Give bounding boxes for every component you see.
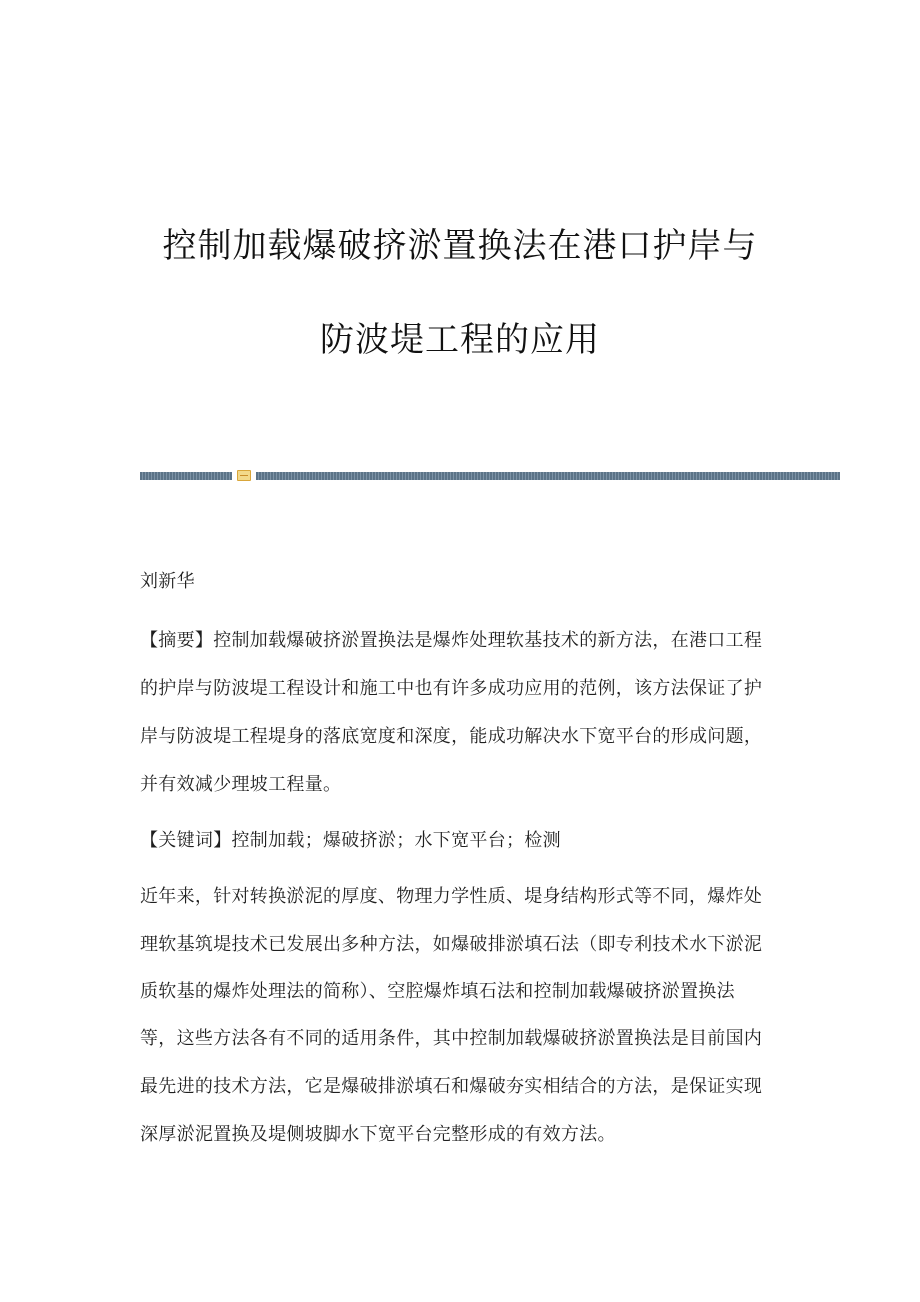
body-line: 近年来，针对转换淤泥的厚度、物理力学性质、堤身结构形式等不同，爆炸处 <box>140 886 763 907</box>
keywords-line: 【关键词】控制加载；爆破挤淤；水下宽平台；检测 <box>140 830 561 851</box>
body-line: 最先进的技术方法，它是爆破排淤填石和爆破夯实相结合的方法，是保证实现 <box>140 1076 763 1097</box>
body-line: 质软基的爆炸处理法的简称）、空腔爆炸填石法和控制加载爆破挤淤置换法 <box>140 981 735 1002</box>
author-name: 刘新华 <box>140 571 195 592</box>
abstract-line: 并有效减少理坡工程量。 <box>140 774 342 795</box>
title-divider <box>140 470 840 482</box>
abstract-line: 的护岸与防波堤工程设计和施工中也有许多成功应用的范例，该方法保证了护 <box>140 678 763 699</box>
envelope-icon <box>237 470 251 481</box>
document-title-line-2: 防波堤工程的应用 <box>320 320 600 360</box>
document-title-line-1: 控制加载爆破挤淤置换法在港口护岸与 <box>162 226 758 266</box>
divider-left-segment <box>140 472 232 480</box>
abstract-line: 岸与防波堤工程堤身的落底宽度和深度，能成功解决水下宽平台的形成问题， <box>140 726 763 747</box>
divider-right-segment <box>256 472 840 480</box>
body-line: 深厚淤泥置换及堤侧坡脚水下宽平台完整形成的有效方法。 <box>140 1124 616 1145</box>
abstract-line: 【摘要】控制加载爆破挤淤置换法是爆炸处理软基技术的新方法，在港口工程 <box>140 630 763 651</box>
body-line: 理软基筑堤技术已发展出多种方法，如爆破排淤填石法（即专利技术水下淤泥 <box>140 934 763 955</box>
body-line: 等，这些方法各有不同的适用条件，其中控制加载爆破挤淤置换法是目前国内 <box>140 1028 763 1049</box>
